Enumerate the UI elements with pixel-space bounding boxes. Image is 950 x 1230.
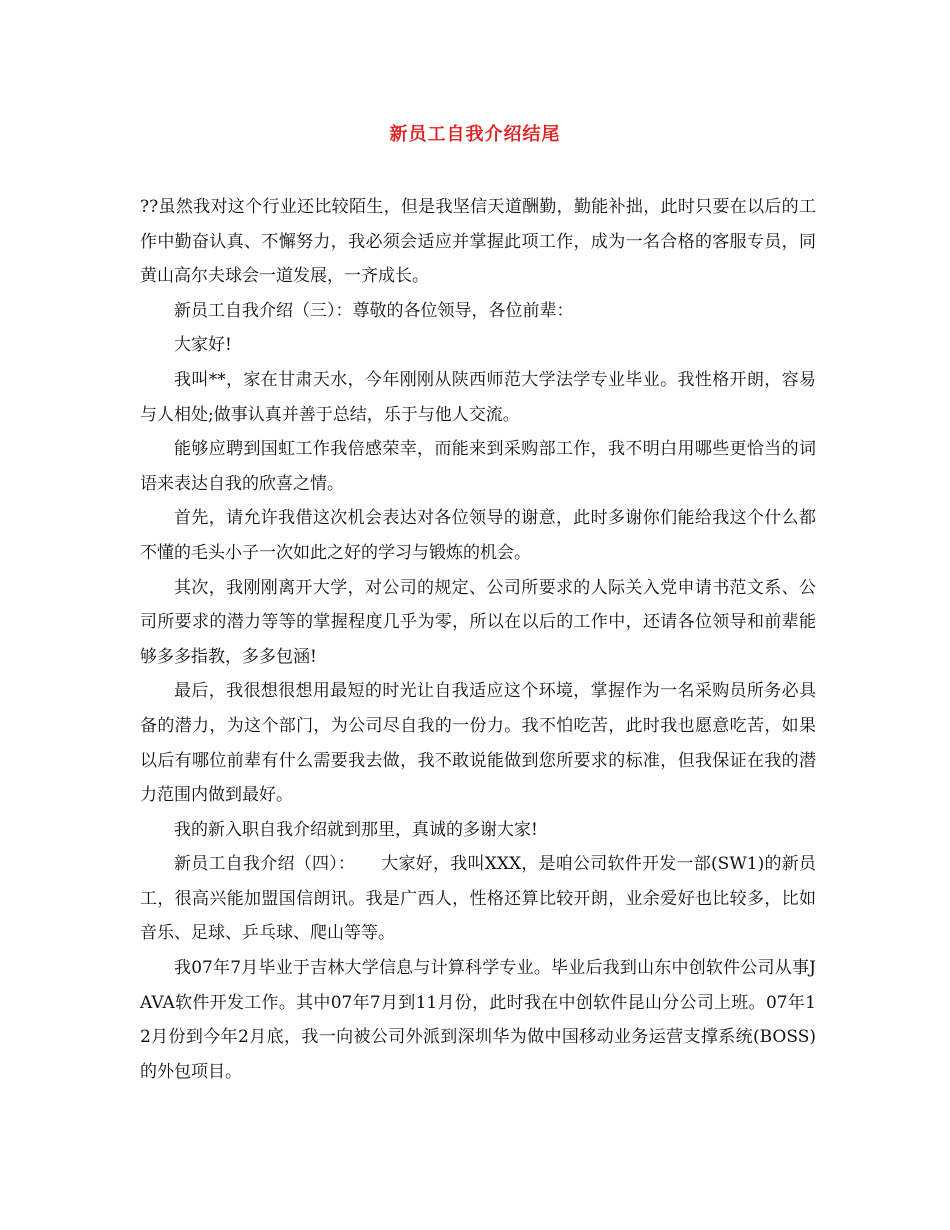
document-title: 新员工自我介绍结尾 <box>389 124 561 145</box>
paragraph-2: 新员工自我介绍（三）：尊敬的各位领导，各位前辈： <box>174 300 574 321</box>
paragraph-5: 能够应聘到国虹工作我倍感荣幸，而能来到采购部工作，我不明白用哪些更恰当的词语来表达自我的欣喜之情。 <box>140 439 816 494</box>
paragraph-1: ??虽然我对这个行业还比较陌生，但是我坚信天道酬勤，勤能补拙，此时只要在以后的工作中勤奋认真、不懈努力，我必须会适应并掌握此项工作，成为一名合格的客服专员，同黄山高尔夫球会一道发展，一齐成长。 <box>140 197 816 287</box>
paragraph-8: 最后，我很想很想用最短的时光让自我适应这个环境，掌握作为一名采购员所务必具备的潜力，为这个部门，为公司尽自我的一份力。我不怕吃苦，此时我也愿意吃苦，如果以后有哪位前辈有什么需要我去做，我不敢说能做到您所要求的标准，但我保证在我的潜力范围内做到最好。 <box>140 681 816 806</box>
paragraph-7: 其次，我刚刚离开大学，对公司的规定、公司所要求的人际关入党申请书范文系、公司所要求的潜力等等的掌握程度几乎为零，所以在以后的工作中，还请各位领导和前辈能够多多指教，多多包涵! <box>140 577 816 667</box>
paragraph-11: 我07年7月毕业于吉林大学信息与计算科学专业。毕业后我到山东中创软件公司从事JAVA软件开发工作。其中07年7月到11月份，此时我在中创软件昆山分公司上班。07年12月份到今年2月底，我一向被公司外派到深圳华为做中国移动业务运营支撑系统(BOSS)的外包项目。 <box>140 958 816 1082</box>
paragraph-6: 首先，请允许我借这次机会表达对各位领导的谢意，此时多谢你们能给我这个什么都不懂的毛头小子一次如此之好的学习与锻炼的机会。 <box>140 508 816 563</box>
document-body <box>140 190 816 1089</box>
paragraph-4: 我叫**，家在甘肃天水，今年刚刚从陕西师范大学法学专业毕业。我性格开朗，容易与人相处;做事认真并善于总结，乐于与他人交流。 <box>140 369 816 425</box>
paragraph-10: 新员工自我介绍（四）： 大家好，我叫XXX，是咱公司软件开发一部(SW1)的新员工，很高兴能加盟国信朗讯。我是广西人，性格还算比较开朗，业余爱好也比较多，比如音乐、足球、乒乓球、爬山等等。 <box>140 854 816 944</box>
paragraph-9: 我的新入职自我介绍就到那里，真诚的多谢大家! <box>174 819 538 840</box>
paragraph-3: 大家好! <box>174 335 232 356</box>
